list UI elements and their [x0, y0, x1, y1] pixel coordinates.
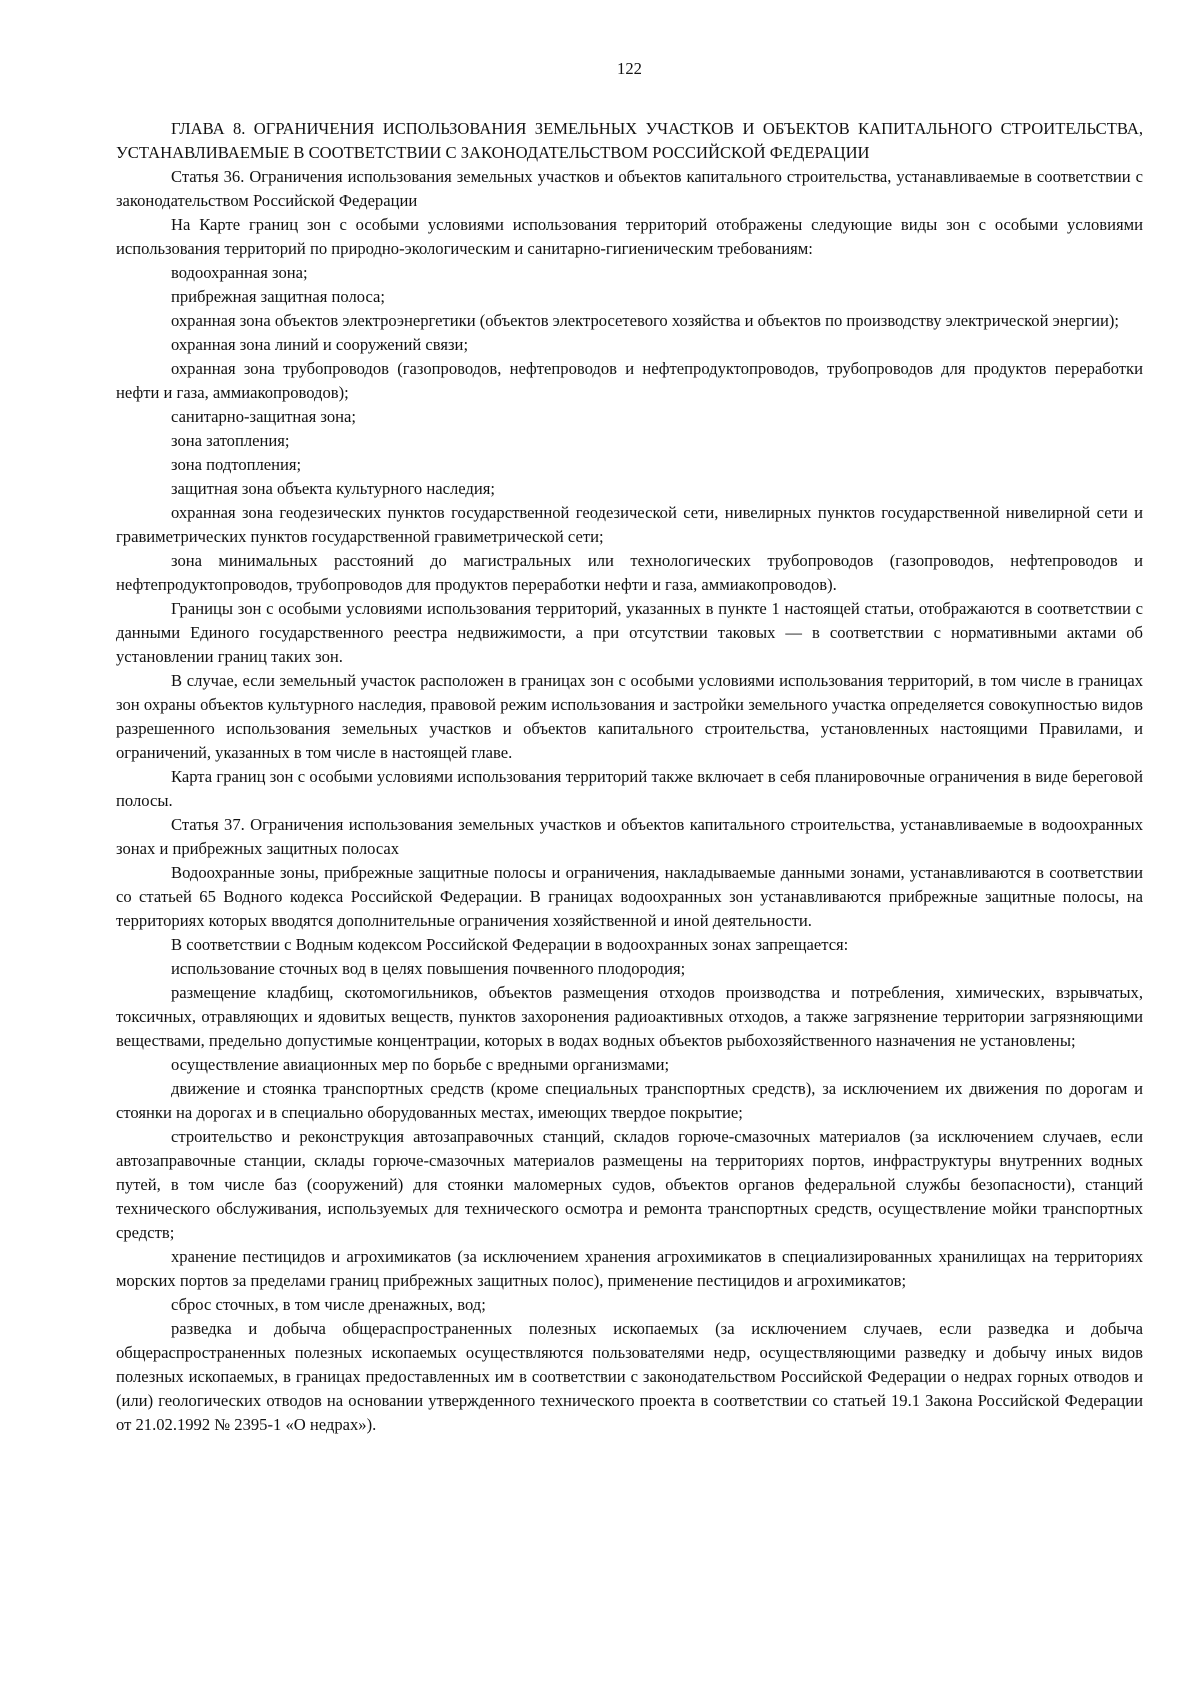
list-item-prohibition: хранение пестицидов и агрохимикатов (за исключением хранения агрохимикатов в специализированных хранилищах на территориях морских портов за пределами границ прибрежных защитных полос), применение пестицидов и агрохимикатов; [116, 1247, 1143, 1290]
list-item-zone: охранная зона объектов электроэнергетики (объектов электросетевого хозяйства и объектов по производству электрической энергии); [171, 311, 1119, 330]
list-item-prohibition: строительство и реконструкция автозаправочных станций, складов горюче-смазочных материалов (за исключением случаев, если автозаправочные станции, склады горюче-смазочных материалов размещены на территориях портов, инфраструктуры внутренних водных путей, в том числе баз (сооружений) для стоянки маломерных судов, объектов органов федеральной службы безопасности), станций технического обслуживания, используемых для технического осмотра и ремонта транспортных средств, осуществление мойки транспортных средств; [116, 1127, 1143, 1242]
list-item-prohibition: размещение кладбищ, скотомогильников, объектов размещения отходов производства и потребления, химических, взрывчатых, токсичных, отравляющих и ядовитых веществ, пунктов захоронения радиоактивных отходов, а также загрязнение территории загрязняющими веществами, предельно допустимые концентрации, которых в водах водных объектов рыбохозяйственного назначения не установлены; [116, 983, 1143, 1050]
paragraph-zones-intro: На Карте границ зон с особыми условиями использования территорий отображены следующие виды зон с особыми условиями использования территорий по природно-экологическим и санитарно-гигиеническим требованиям: [116, 215, 1143, 258]
paragraph-legal-regime: В случае, если земельный участок расположен в границах зон с особыми условиями использования территорий, в том числе в границах зон охраны объектов культурного наследия, правовой режим использования и застройки земельного участка определяется совокупностью видов разрешенного использования земельных участков и объектов капитального строительства, установленных настоящими Правилами, и ограничений, указанных в том числе в настоящей главе. [116, 671, 1143, 762]
list-item-zone: водоохранная зона; [171, 263, 308, 282]
list-item-prohibition: осуществление авиационных мер по борьбе с вредными организмами; [171, 1055, 670, 1074]
list-item-prohibition: разведка и добыча общераспространенных полезных ископаемых (за исключением случаев, если разведка и добыча общераспространенных полезных ископаемых осуществляются пользователями недр, осуществляющими разведку и добычу иных видов полезных ископаемых, в границах предоставленных им в соответствии с законодательством Российской Федерации о недрах горных отводов и (или) геологических отводов на основании утвержденного технического проекта в соответствии со статьей 19.1 Закона Российской Федерации от 21.02.1992 № 2395-1 «О недрах»). [116, 1319, 1143, 1434]
list-item-zone: охранная зона трубопроводов (газопроводов, нефтепроводов и нефтепродуктопроводов, трубопроводов для продуктов переработки нефти и газа, аммиакопроводов); [116, 359, 1143, 402]
page-number: 122 [617, 59, 642, 78]
article-37-title: Статья 37. Ограничения использования земельных участков и объектов капитального строительства, устанавливаемые в водоохранных зонах и прибрежных защитных полосах [116, 815, 1143, 858]
paragraph-zone-boundaries: Границы зон с особыми условиями использования территорий, указанных в пункте 1 настоящей статьи, отображаются в соответствии с данными Единого государственного реестра недвижимости, а при отсутствии таковых — в соответствии с нормативными актами об установлении границ таких зон. [116, 599, 1143, 666]
list-item-zone: зона затопления; [171, 431, 290, 450]
list-item-zone: охранная зона линий и сооружений связи; [171, 335, 469, 354]
paragraph-prohibitions-intro: В соответствии с Водным кодексом Российской Федерации в водоохранных зонах запрещается: [171, 935, 849, 954]
paragraph-water-protection: Водоохранные зоны, прибрежные защитные полосы и ограничения, накладываемые данными зонами, устанавливаются в соответствии со статьей 65 Водного кодекса Российской Федерации. В границах водоохранных зон устанавливаются прибрежные защитные полосы, на территориях которых вводятся дополнительные ограничения хозяйственной и иной деятельности. [116, 863, 1143, 930]
list-item-zone: защитная зона объекта культурного наследия; [171, 479, 495, 498]
list-item-zone: охранная зона геодезических пунктов государственной геодезической сети, нивелирных пунктов государственной нивелирной сети и гравиметрических пунктов государственной гравиметрической сети; [116, 503, 1143, 546]
list-item-prohibition: движение и стоянка транспортных средств (кроме специальных транспортных средств), за исключением их движения по дорогам и стоянки на дорогах и в специально оборудованных местах, имеющих твердое покрытие; [116, 1079, 1143, 1122]
chapter-title: ГЛАВА 8. ОГРАНИЧЕНИЯ ИСПОЛЬЗОВАНИЯ ЗЕМЕЛЬНЫХ УЧАСТКОВ И ОБЪЕКТОВ КАПИТАЛЬНОГО СТРОИТЕЛЬСТВА, УСТАНАВЛИВАЕМЫЕ В СООТВЕТСТВИИ С ЗАКОНОДАТЕЛЬСТВОМ РОССИЙСКОЙ ФЕДЕРАЦИИ [116, 119, 1143, 162]
list-item-zone: зона подтопления; [171, 455, 302, 474]
paragraph-map-restrictions: Карта границ зон с особыми условиями использования территорий также включает в себя планировочные ограничения в виде береговой полосы. [116, 767, 1143, 810]
list-item-zone: прибрежная защитная полоса; [171, 287, 386, 306]
list-item-zone: санитарно-защитная зона; [171, 407, 356, 426]
list-item-prohibition: сброс сточных, в том числе дренажных, вод; [171, 1295, 486, 1314]
list-item-zone: зона минимальных расстояний до магистральных или технологических трубопроводов (газопроводов, нефтепроводов и нефтепродуктопроводов, трубопроводов для продуктов переработки нефти и газа, аммиакопроводов). [116, 551, 1143, 594]
list-item-prohibition: использование сточных вод в целях повышения почвенного плодородия; [171, 959, 686, 978]
article-36-title: Статья 36. Ограничения использования земельных участков и объектов капитального строительства, устанавливаемые в соответствии с законодательством Российской Федерации [116, 167, 1143, 210]
